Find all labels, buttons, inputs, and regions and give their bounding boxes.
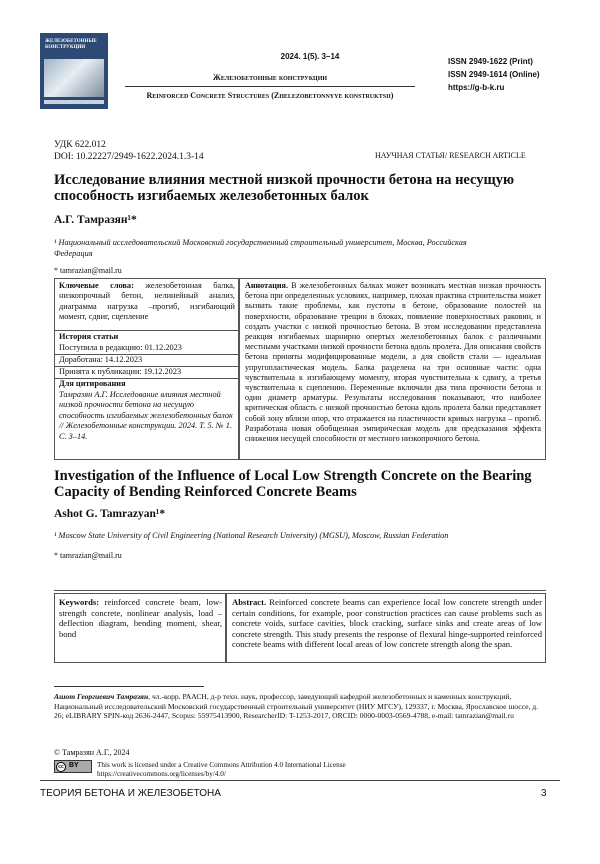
issue-info: 2024. 1(5). 3–14: [280, 52, 340, 61]
abstract-en: [232, 597, 542, 650]
accepted-date: Принята к публикации: 19.12.2023: [59, 367, 182, 376]
cover-image: [44, 59, 104, 97]
issn-print: ISSN 2949-1622 (Print): [448, 57, 533, 66]
citation-text: Тамразян А.Г. Исследование влияния местной низкой прочности бетона на несущую способность изгибаемых железобетонных балок // Железобетонные конструкции. 2024. Т. 5. № 1. С. 3–14.: [59, 390, 233, 441]
abstract-panel-ru: [239, 278, 546, 460]
footnote-divider: [54, 686, 204, 687]
history-label: История статьи: [59, 332, 119, 341]
footer-divider: [40, 780, 560, 781]
email-ru[interactable]: * tamrazian@mail.ru: [54, 266, 122, 275]
affiliation-en: ¹ Moscow State University of Civil Engineering (National Research University) (MGSU), Moscow, Russian Federation: [54, 531, 449, 540]
revised-date: Доработана: 14.12.2023: [59, 355, 143, 364]
article-title-ru: Исследование влияния местной низкой прочности бетона на несущую способность изгибаемых железобетонных балок: [54, 172, 515, 204]
article-title-en: Investigation of the Influence of Local Low Strength Concrete on the Bearing Capacity of Bending Reinforced Concrete Beams: [54, 468, 532, 500]
footnote-text: , чл.-корр. РААСН, д-р техн. наук, профессор, заведующий кафедрой железобетонных и каменных конструкций, Национальный исследовательский Московский государственный строительный университет (НИУ МГСУ), 129337, г. Москва, Ярославское шоссе, д. 26; eLIBRARY SPIN-код 2636-2447, Scopus: 55975413900, ResearcherID: T-1253-2017, ORCID: 0000-0003-0569-4788, e-mail: tamrazian@mail.ru: [54, 692, 539, 721]
abstract-text-en: Reinforced concrete beams can experience local low concrete strength under certain conditions, for example, poor construction practices can cause problems such as concrete voids, surface cavities, block cracking, surface sinks and create areas of low concrete strength. This study presents the response of flexural hinge-supported reinforced concrete beams with different local areas of low concrete strength along the span.: [232, 597, 542, 650]
cover-bar: [44, 100, 104, 104]
udk: УДК 622.012: [54, 140, 106, 150]
affiliation-ru: ¹ Национальный исследовательский Московский государственный строительный университет, Москва, Российская Федерация: [54, 238, 467, 258]
journal-title-en: Reinforced Concrete Structures (Zhelezobetonnyye konstruktsii): [146, 91, 394, 100]
cover-title: ЖЕЛЕЗОБЕТОННЫЕ КОНСТРУКЦИИ: [45, 39, 97, 50]
journal-cover-thumbnail: [40, 33, 108, 109]
citation-label: Для цитирования: [59, 379, 126, 388]
author-footnote: [54, 692, 544, 721]
author-ru: А.Г. Тамразян¹*: [54, 214, 137, 226]
issn-online: ISSN 2949-1614 (Online): [448, 70, 540, 79]
abstract-panel-en: [226, 593, 546, 663]
by-icon: BY: [69, 762, 79, 769]
abstract-label-en: Abstract.: [232, 597, 267, 607]
keywords-ru: [59, 281, 235, 323]
abstract-label-ru: Аннотация.: [245, 281, 288, 290]
author-en: Ashot G. Tamrazyan¹*: [54, 508, 166, 520]
doi[interactable]: DOI: 10.22227/2949-1622.2024.1.3-14: [54, 152, 204, 162]
abstract-text-ru: В железобетонных балках может возникать местная низкая прочность бетона при определенных условиях, например, плохая практика строительства может вызвать такие проблемы, как пустоты в бетоне, образование полостей на поверхности, образование трещин в блоках, появление поверхностных раковин, и создать участки с низкой прочностью бетона. В этом исследовании представлена реакция изгибаемых шарнирно опертых железобетонных балок с различными местными участками низкой прочности бетона вдоль пролета. Для описания свойств бетона приняты модифицированные модели, а для свойств стали — идеальная упругопластическая модель. Балка разделена на три основные части: одна чувствительна к изгибающему моменту, вторая чувствительна к сдвигу, а третья чувствительна к сцеплению. Переменные включали два типа прочности бетона и один диаметр арматуры. Результаты исследования показывают, что наиболее критическая область с низкой прочностью бетона вдоль пролета балки представляет собой зону вблизи опор, что отражается на пластичности кривых нагрузка – прогиб. Разработана новая обобщенная эмпирическая модель для предсказания эффекта снижения несущей способности от местного низкопрочного бетона.: [245, 281, 541, 444]
keywords-label-en: Keywords:: [59, 597, 100, 607]
keywords-label-ru: Ключевые слова:: [59, 281, 134, 290]
header-divider: [125, 86, 415, 87]
divider: [54, 590, 546, 591]
license-text: This work is licensed under a Creative Commons Attribution 4.0 International License: [97, 761, 346, 769]
page-number: 3: [541, 788, 547, 799]
keywords-text-ru: железобетонная балка, низкопрочный бетон, нелинейный анализ, диаграмма нагрузка –прогиб, изгибающий момент, сдвиг, сцепление: [59, 281, 235, 322]
article-info-panel-ru: [54, 278, 239, 460]
journal-site-link[interactable]: https://g-b-k.ru: [448, 83, 505, 92]
license-url[interactable]: https://creativecommons.org/licenses/by/4.0/: [97, 770, 226, 778]
footnote-author-name: Ашот Георгиевич Тамразян: [54, 692, 149, 701]
article-type: НАУЧНАЯ СТАТЬЯ/ RESEARCH ARTICLE: [375, 151, 526, 160]
received-date: Поступила в редакцию: 01.12.2023: [59, 343, 182, 352]
journal-title-ru: Железобетонные конструкции: [212, 73, 328, 82]
keywords-text-en: reinforced concrete beam, low-strength concrete, nonlinear analysis, load – deflection diagram, bending moment, shear, bond: [59, 597, 222, 639]
footer-journal-section: ТЕОРИЯ БЕТОНА И ЖЕЛЕЗОБЕТОНА: [40, 788, 221, 799]
abstract-ru: [245, 281, 541, 444]
cc-icon: cc: [56, 762, 66, 772]
cc-by-license-icon[interactable]: [54, 760, 92, 773]
email-en[interactable]: * tamrazian@mail.ru: [54, 551, 122, 560]
keywords-panel-en: [54, 593, 226, 663]
copyright: © Тамразян А.Г., 2024: [54, 748, 130, 757]
keywords-en: [59, 597, 222, 639]
divider: [55, 330, 238, 331]
